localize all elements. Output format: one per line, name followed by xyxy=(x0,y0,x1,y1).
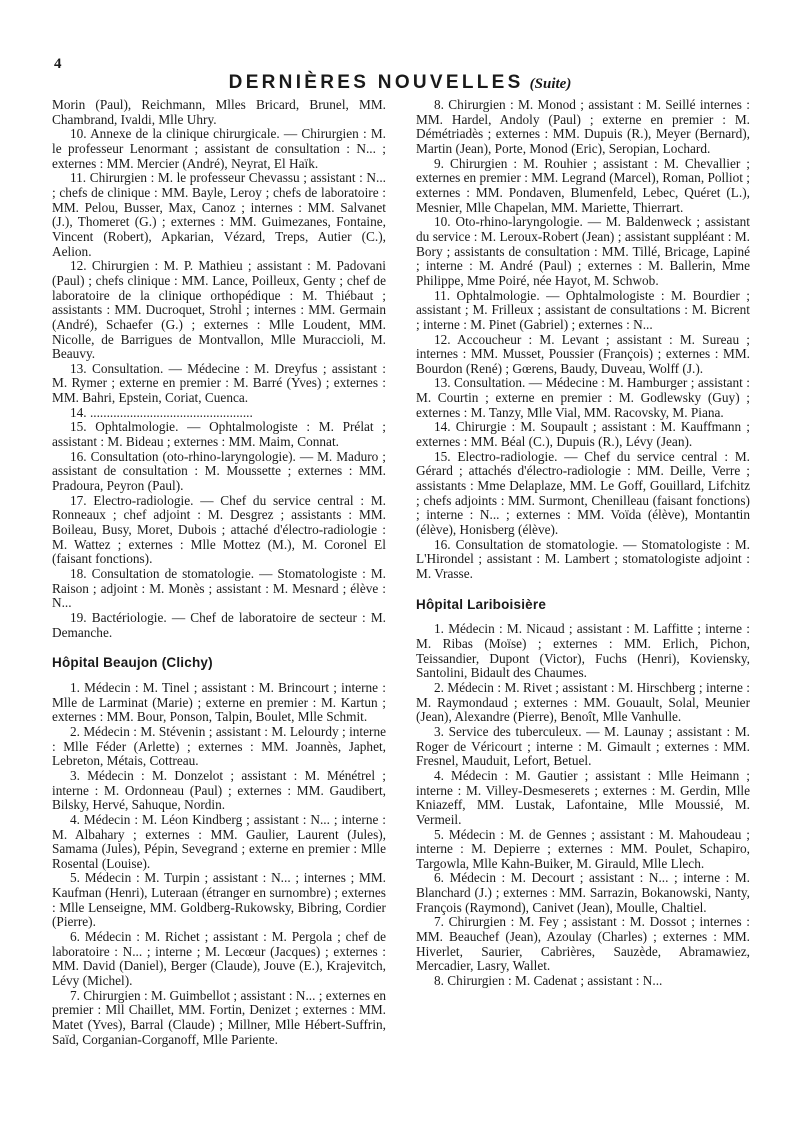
paragraph: 6. Médecin : M. Richet ; assistant : M. Pergola ; chef de laboratoire : N... ; interne ; M. Lecœur (Jacques) ; externes : MM. David (Daniel), Berger (Claude), Jouve (E.), Krajevitch, Lévy (Michel). xyxy=(52,929,386,989)
paragraph: 2. Médecin : M. Stévenin ; assistant : M. Lelourdy ; interne : Mlle Féder (Arlette) ; externes : MM. Joannès, Japhet, Lebreton, Métais, Cottreau. xyxy=(52,723,386,769)
paragraph: 13. Consultation. — Médecine : M. Hamburger ; assistant : M. Courtin ; externe en premier : M. Godlewsky (Guy) ; externes : M. Tanzy, Mlle Vial, MM. Racovsky, M. Piana. xyxy=(416,375,750,420)
paragraph: 8. Chirurgien : M. Cadenat ; assistant : N... xyxy=(434,973,663,989)
paragraph: 19. Bactériologie. — Chef de laboratoire de secteur : M. Demanche. xyxy=(52,609,386,640)
paragraph: 12. Chirurgien : M. P. Mathieu ; assistant : M. Padovani (Paul) ; chefs clinique : MM. Lance, Poilleux, Genty ; chef de laboratoire de la clinique orthopédique : M. Thiébaut ; assistants : MM. Ducroquet, Strohl ; internes : MM. Germain (André), Schaefer (G.) ; externes : Mlle Loudent, MM. Nicolle, de Barrigues de Montvallon, Mlle Muraccioli, M. Beauvy. xyxy=(52,258,386,362)
paragraph: 5. Médecin : M. Turpin ; assistant : N... ; internes ; MM. Kaufman (Henri), Luteraan (étranger en surnombre) ; externes : Mlle Lenseigne, MM. Goldberg-Rukowsky, Bibring, Cordier (Pierre). xyxy=(52,870,386,930)
paragraph: 13. Consultation. — Médecine : M. Dreyfus ; assistant : M. Rymer ; externe en premier : M. Barré (Yves) ; externes : MM. Bahri, Epstein, Coriat, Cuenca. xyxy=(52,360,386,406)
page-number: 4 xyxy=(54,56,62,72)
paragraph: 2. Médecin : M. Rivet ; assistant : M. Hirschberg ; interne : M. Raymondaud ; externes : MM. Gouault, Solal, Meunier (Jean), Alexandre (Pierre), Benoît, Mlle Vanhulle. xyxy=(416,679,750,725)
paragraph: 1. Médecin : M. Nicaud ; assistant : M. Laffitte ; interne : M. Ribas (Moïse) ; externes : MM. Erlich, Pichon, Teissandier, Dupont (Victor), Fuchs (Henri), Koviensky, Santolini, Bidault des Chaumes. xyxy=(416,621,750,681)
section-title: Hôpital Beaujon (Clichy) xyxy=(52,655,213,671)
paragraph: 7. Chirurgien : M. Guimbellot ; assistant : N... ; externes en premier : Mll Chaillet, MM. Fortin, Denizet ; externes : MM. Matet (Yves), Barral (Claude) ; Millner, Mlle Hébert-Suffrin, Saïd, Corganian-Corganoff, Mlle Pariente. xyxy=(52,987,386,1047)
paragraph: 10. Annexe de la clinique chirurgicale. — Chirurgien : M. le professeur Lenormant ; assistant de consultation : N... ; externes : MM. Mercier (André), Neyrat, El Haïk. xyxy=(52,126,386,171)
paragraph: 14. Chirurgie : M. Soupault ; assistant : M. Kauffmann ; externes : MM. Béal (C.), Dupuis (R.), Lévy (Jean). xyxy=(416,419,750,450)
paragraph: 5. Médecin : M. de Gennes ; assistant : M. Mahoudeau ; interne : M. Depierre ; externes : MM. Poulet, Schapiro, Targowla, Mlle Kahn-Buiker, M. Girauld, Mlle Llech. xyxy=(416,826,750,871)
paragraph: 12. Accoucheur : M. Levant ; assistant : M. Sureau ; internes : MM. Musset, Poussier (François) ; externes : MM. Bourdon (René) ; Gœrens, Baudy, Duveau, Wolff (J.). xyxy=(416,331,750,376)
header-subtitle: (Suite) xyxy=(529,76,572,92)
page-header xyxy=(0,72,800,94)
paragraph: 7. Chirurgien : M. Fey ; assistant : M. Dossot ; internes : MM. Beauchef (Jean), Azoulay (Charles) ; externes : MM. Hiverlet, Saurier, Cabrières, Sauzède, Abramawiez, Mercadier, Lasry, Wallet. xyxy=(416,914,750,974)
paragraph: 15. Electro-radiologie. — Chef du service central : M. Gérard ; attachés d'électro-radiologie : MM. Deille, Verre ; assistants : Mme Delaplaze, MM. Le Goff, Gouillard, Lifchitz ; chefs adjoints : MM. Surmont, Chenilleau (faisant fonctions) ; interne : N... ; externes : MM. Voïda (élève), Montantin (élève), Honisberg (élève). xyxy=(416,448,750,538)
section-title: Hôpital Lariboisière xyxy=(416,596,547,612)
paragraph: 3. Médecin : M. Donzelot ; assistant : M. Ménétrel ; interne : M. Ordonneau (Paul) ; externes : MM. Gaudibert, Bilsky, Hervé, Sahuque, Nordin. xyxy=(52,767,386,813)
paragraph: 4. Médecin : M. Gautier ; assistant : Mlle Heimann ; interne : M. Villey-Desmeserets ; externes : M. Gerdin, Mlle Kniazeff, MM. Lustak, Lafontaine, Mlle Moussié, M. Vermeil. xyxy=(416,767,750,827)
left-column xyxy=(52,98,386,1047)
paragraph: Morin (Paul), Reichmann, Mlles Bricard, Brunel, MM. Chambrand, Ivaldi, Mlle Uhry. xyxy=(52,97,386,127)
paragraph: 10. Oto-rhino-laryngologie. — M. Baldenweck ; assistant du service : M. Leroux-Robert (Jean) ; assistant suppléant : M. Bory ; assistants de consultation : MM. Tillé, Bricage, Lapiné ; interne : M. André (Paul) ; externes : M. Ballerin, Mme Philippe, Mme Poiré, née Hayot, M. Schwob. xyxy=(416,214,750,288)
paragraph: 16. Consultation de stomatologie. — Stomatologiste : M. L'Hirondel ; assistant : M. Lambert ; stomatologiste adjoint : M. Vrasse. xyxy=(416,536,750,581)
paragraph: 8. Chirurgien : M. Monod ; assistant : M. Seillé internes : MM. Hardel, Andoly (Paul) ; externe en premier : M. Démétriadès ; externes : MM. Dupuis (R.), Meyer (Bernard), Martin (Jean), Porte, Monod (Eric), Seropian, Lochard. xyxy=(416,97,750,156)
paragraph: 16. Consultation (oto-rhino-laryngologie). — M. Maduro ; assistant de consultation : M. Moussette ; externes : MM. Pradoura, Peyron (Paul). xyxy=(52,448,386,494)
paragraph: 14. ................................................. xyxy=(70,404,253,420)
paragraph: 3. Service des tuberculeux. — M. Launay ; assistant : M. Roger de Véricourt ; interne : M. Gimault ; externes : MM. Fresnel, Mauduit, Lefort, Betuel. xyxy=(416,723,750,769)
paragraph: 18. Consultation de stomatologie. — Stomatologiste : M. Raison ; adjoint : M. Monès ; assistant : M. Mesnard ; élève : N... xyxy=(52,566,386,611)
paragraph: 6. Médecin : M. Decourt ; assistant : N... ; interne : M. Blanchard (J.) ; externes : MM. Sarrazin, Bokanowski, Nanty, François (Raymond), Canivet (Jean), Moulle, Chaltiel. xyxy=(416,870,750,915)
paragraph: 4. Médecin : M. Léon Kindberg ; assistant : N... ; interne : M. Albahary ; externes : MM. Gaulier, Laurent (Jules), Samama (Jules), Pépin, Sevegrand ; externe en premier : Mlle Rosental (Louise). xyxy=(52,811,386,871)
paragraph: 1. Médecin : M. Tinel ; assistant : M. Brincourt ; interne : Mlle de Larminat (Marie) ; externe en premier : M. Kartun ; externes : MM. Bour, Ponson, Talpin, Boulet, Mlle Schmit. xyxy=(52,679,386,725)
paragraph: 15. Ophtalmologie. — Ophtalmologiste : M. Prélat ; assistant : M. Bideau ; externes : MM. Maim, Connat. xyxy=(52,419,386,450)
right-column xyxy=(416,98,750,989)
paragraph: 17. Electro-radiologie. — Chef du service central : M. Ronneaux ; chef adjoint : M. Desgrez ; assistants : MM. Boileau, Busy, Moret, Dubois ; attaché d'électro-radiologie : M. Wattez ; externes : Mlle Mottez (M.), M. Coronel El (faisant fonctions). xyxy=(52,492,386,567)
header-title: DERNIÈRES NOUVELLES xyxy=(228,72,524,93)
paragraph: 11. Ophtalmologie. — Ophtalmologiste : M. Bourdier ; assistant ; M. Frilleux ; assistant de consultations : M. Bicrent ; interne : M. Pinet (Gabriel) ; externes : N... xyxy=(416,287,750,332)
paragraph: 11. Chirurgien : M. le professeur Chevassu ; assistant : N... ; chefs de clinique : MM. Bayle, Leroy ; chefs de laboratoire : MM. Pelou, Busser, Max, Canoz ; internes : MM. Salvanet (J.), Thomeret (G.) ; externes : MM. Guimezanes, Fontaine, Vincent (Robert), Apkarian, Vézard, Treps, Autier (C.), Aelion. xyxy=(52,170,386,259)
paragraph: 9. Chirurgien : M. Rouhier ; assistant : M. Chevallier ; externes en premier : MM. Legrand (Marcel), Roman, Polliot ; externes : MM. Pondaven, Blumenfeld, Lebec, Quéret (L.), Mesnier, Mlle Chapelan, MM. Mariette, Thierrart. xyxy=(416,155,750,215)
